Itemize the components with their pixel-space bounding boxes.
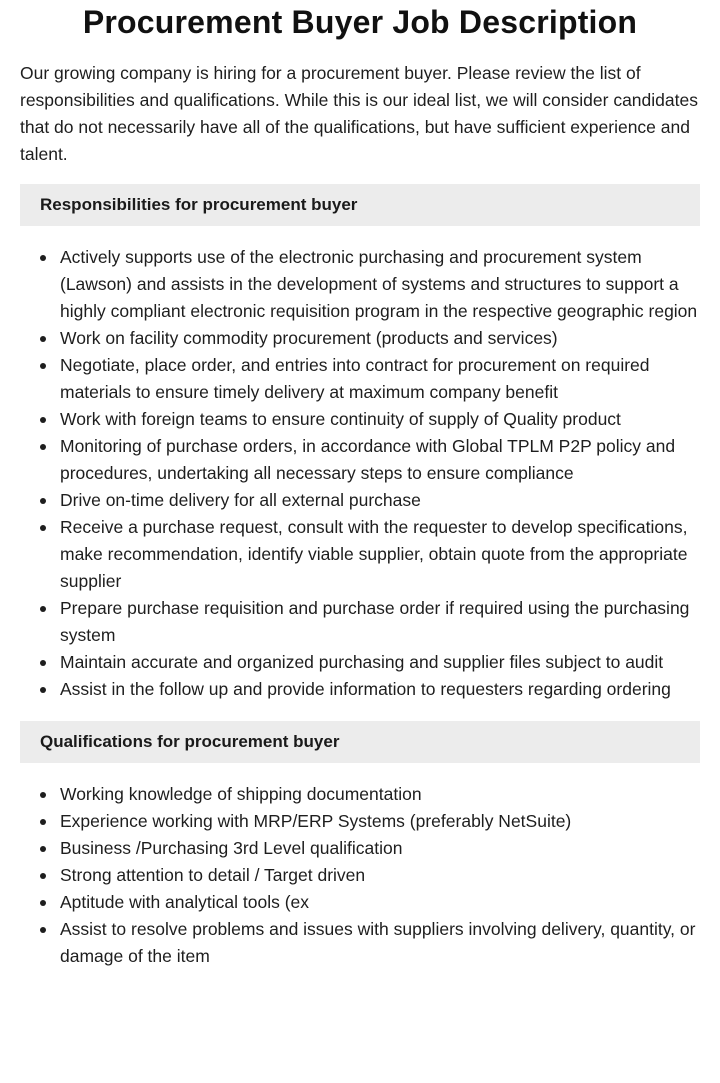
bullet-icon (40, 525, 46, 531)
list-item-text: Work on facility commodity procurement (products and services) (60, 328, 558, 348)
list-item-text: Prepare purchase requisition and purchase order if required using the purchasing system (60, 598, 690, 645)
list-item-text: Receive a purchase request, consult with the requester to develop specifications, make recommendation, identify viable supplier, obtain quote from the appropriate supplier (60, 517, 688, 591)
list-item (20, 352, 700, 406)
list-item (20, 487, 700, 514)
list-item (20, 808, 700, 835)
bullet-icon (40, 336, 46, 342)
list-item (20, 889, 700, 916)
bullet-icon (40, 900, 46, 906)
bullet-icon (40, 792, 46, 798)
list-item-text: Assist to resolve problems and issues with suppliers involving delivery, quantity, or damage of the item (60, 919, 696, 966)
bullet-icon (40, 846, 46, 852)
list-item (20, 244, 700, 325)
list-item-text: Drive on-time delivery for all external purchase (60, 490, 421, 510)
bullet-icon (40, 873, 46, 879)
responsibilities-header: Responsibilities for procurement buyer (20, 184, 700, 226)
list-item (20, 835, 700, 862)
bullet-icon (40, 660, 46, 666)
list-item-text: Work with foreign teams to ensure continuity of supply of Quality product (60, 409, 621, 429)
bullet-icon (40, 444, 46, 450)
bullet-icon (40, 687, 46, 693)
list-item (20, 433, 700, 487)
list-item-text: Working knowledge of shipping documentation (60, 784, 422, 804)
list-item (20, 649, 700, 676)
bullet-icon (40, 606, 46, 612)
bullet-icon (40, 255, 46, 261)
bullet-icon (40, 363, 46, 369)
list-item (20, 862, 700, 889)
list-item (20, 676, 700, 703)
bullet-icon (40, 498, 46, 504)
list-item-text: Negotiate, place order, and entries into contract for procurement on required materials to ensure timely delivery at maximum company benefit (60, 355, 650, 402)
responsibilities-list (20, 244, 700, 703)
list-item-text: Monitoring of purchase orders, in accordance with Global TPLM P2P policy and procedures, undertaking all necessary steps to ensure compliance (60, 436, 676, 483)
list-item (20, 406, 700, 433)
intro-paragraph: Our growing company is hiring for a procurement buyer. Please review the list of responsibilities and qualifications. While this is our ideal list, we will consider candidates that do not necessarily have all of the qualifications, but have sufficient experience and talent. (20, 63, 698, 164)
list-item-text: Business /Purchasing 3rd Level qualification (60, 838, 403, 858)
list-item-text: Experience working with MRP/ERP Systems (preferably NetSuite) (60, 811, 572, 831)
qualifications-list (20, 781, 700, 970)
bullet-icon (40, 819, 46, 825)
list-item-text: Strong attention to detail / Target driven (60, 865, 366, 885)
list-item (20, 781, 700, 808)
list-item-text: Assist in the follow up and provide information to requesters regarding ordering (60, 679, 671, 699)
bullet-icon (40, 927, 46, 933)
page-title: Procurement Buyer Job Description (82, 4, 638, 40)
qualifications-header: Qualifications for procurement buyer (20, 721, 700, 763)
list-item (20, 916, 700, 970)
bullet-icon (40, 417, 46, 423)
list-item (20, 325, 700, 352)
list-item (20, 514, 700, 595)
list-item-text: Maintain accurate and organized purchasing and supplier files subject to audit (60, 652, 664, 672)
list-item (20, 595, 700, 649)
list-item-text: Aptitude with analytical tools (ex (60, 892, 310, 912)
list-item-text: Actively supports use of the electronic purchasing and procurement system (Lawson) and assists in the development of systems and structures to support a highly compliant electronic requisition program in the respective geographic region (60, 247, 698, 321)
